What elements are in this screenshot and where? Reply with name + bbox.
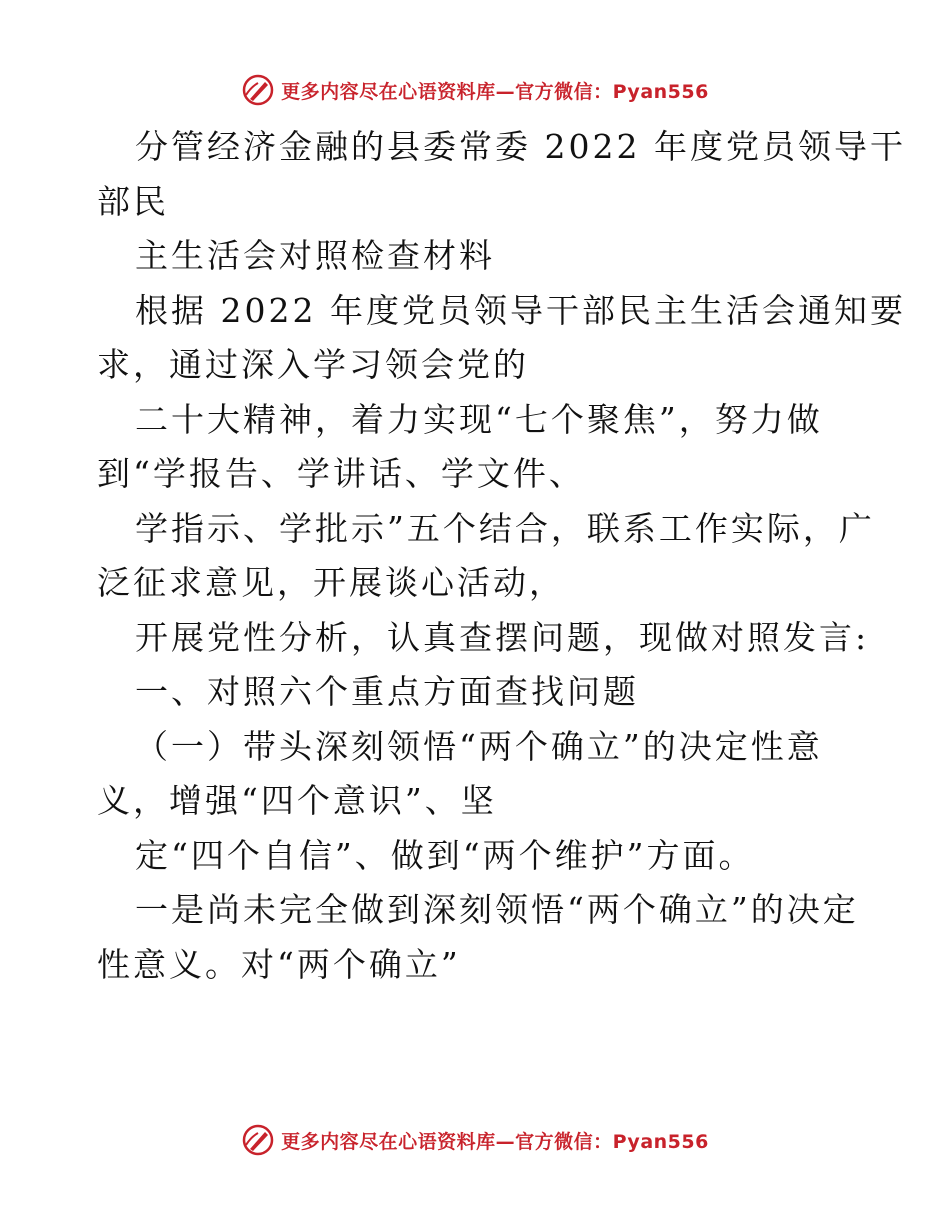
subsection-heading: （一）带头深刻领悟“两个确立”的决定性意 [135, 726, 823, 766]
document-body [97, 120, 906, 992]
document-line: 泛征求意见，开展谈心活动， [97, 563, 565, 602]
section-heading: 一、对照六个重点方面查找问题 [135, 672, 639, 711]
header-watermark-banner [0, 70, 950, 110]
footer-watermark-banner [0, 1120, 950, 1160]
document-line: 性意义。对“两个确立” [97, 944, 461, 984]
document-line: 二十大精神，着力实现“七个聚焦”，努力做 [135, 399, 823, 439]
document-line: 一是尚未完全做到深刻领悟“两个确立”的决定 [135, 890, 859, 929]
quill-seal-icon [241, 1123, 275, 1157]
document-line: 义，增强“四个意识”、坚 [97, 781, 497, 820]
footer-watermark-text: 更多内容尽在心语资料库—官方微信：Pyan556 [281, 1130, 709, 1153]
document-line: 根据 2022 年度党员领导干部民主生活会通知要 [135, 290, 906, 330]
header-watermark-text: 更多内容尽在心语资料库—官方微信：Pyan556 [281, 80, 709, 103]
document-line: 分管经济金融的县委常委 2022 年度党员领导干 [135, 127, 906, 166]
quill-seal-icon [241, 73, 275, 107]
document-line: 部民 [97, 181, 169, 221]
document-line: 主生活会对照检查材料 [135, 236, 495, 275]
document-line: 定“四个自信”、做到“两个维护”方面。 [135, 835, 755, 875]
document-line: 学指示、学批示”五个结合，联系工作实际，广 [135, 508, 875, 548]
document-line: 开展党性分析，认真查摆问题，现做对照发言: [135, 617, 870, 657]
document-line: 求，通过深入学习领会党的 [97, 345, 529, 384]
document-line: 到“学报告、学讲话、学文件、 [97, 454, 585, 493]
